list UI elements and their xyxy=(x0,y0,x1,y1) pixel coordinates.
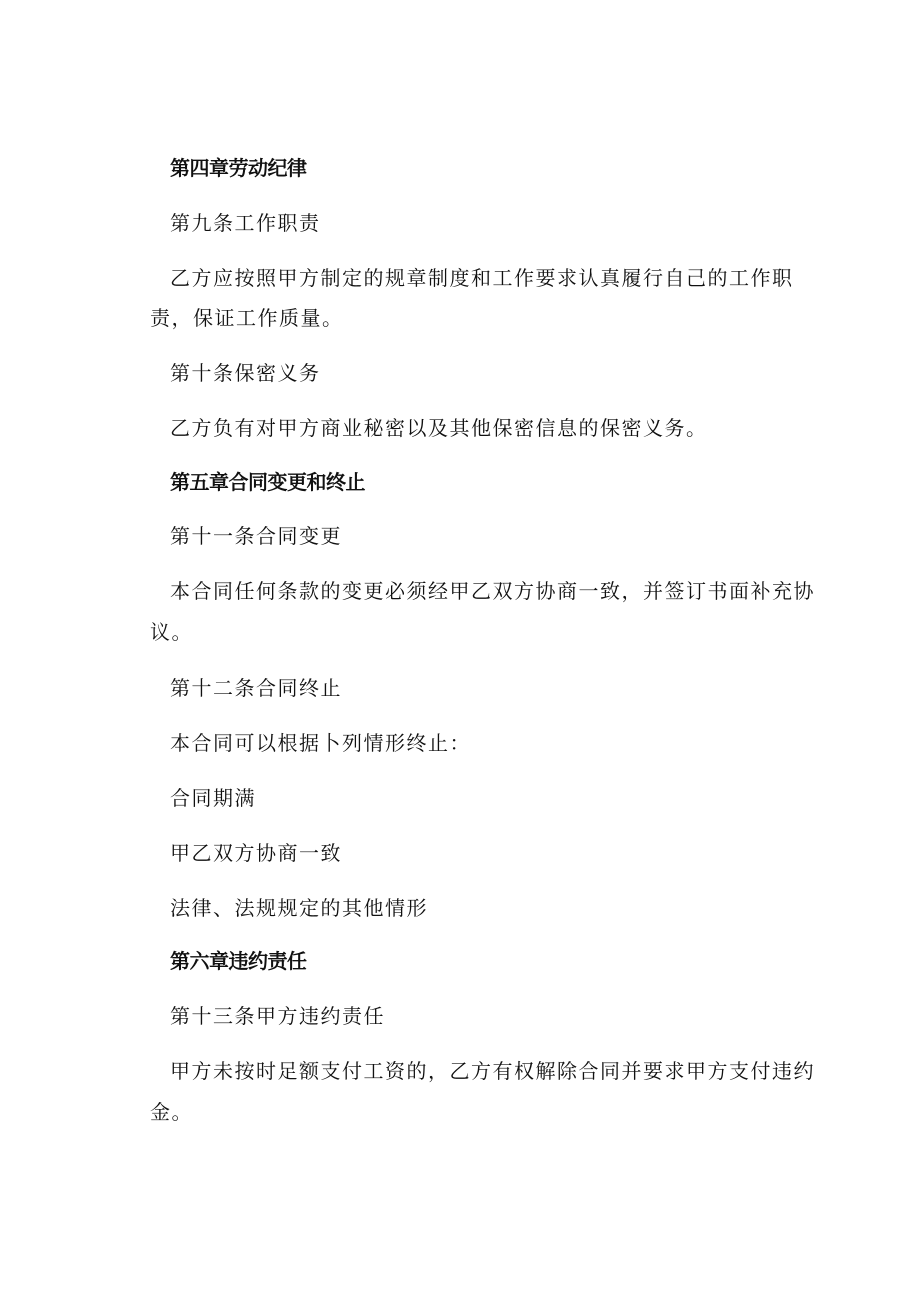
article-13-text-line-1: 甲方未按时足额支付工资的，乙方有权解除合同并要求甲方支付违约 xyxy=(170,1059,815,1083)
article-9-text-line-2: 责，保证工作质量。 xyxy=(150,306,344,330)
chapter-6-heading: 第六章违约责任 xyxy=(170,949,307,973)
article-12-heading: 第十二条合同终止 xyxy=(170,676,342,700)
article-10-text: 乙方负有对甲方商业秘密以及其他保密信息的保密义务。 xyxy=(170,416,708,440)
article-9-heading: 第九条工作职责 xyxy=(170,211,321,235)
list-item: 甲乙双方协商一致 xyxy=(170,841,342,865)
list-item: 合同期满 xyxy=(170,786,256,810)
article-11-heading: 第十一条合同变更 xyxy=(170,524,342,548)
article-12-intro: 本合同可以根据卜列情形终止： xyxy=(170,731,471,755)
article-13-heading: 第十三条甲方违约责任 xyxy=(170,1004,385,1028)
article-11-text-line-2: 议。 xyxy=(150,620,193,644)
list-item: 法律、法规规定的其他情形 xyxy=(170,896,428,920)
chapter-4-heading: 第四章劳动纪律 xyxy=(170,156,307,180)
chapter-5-heading: 第五章合同变更和终止 xyxy=(170,470,365,494)
article-13-text-line-2: 金。 xyxy=(150,1100,193,1124)
article-11-text-line-1: 本合同任何条款的变更必须经甲乙双方协商一致，并签订书面补充协 xyxy=(170,579,815,603)
article-9-text-line-1: 乙方应按照甲方制定的规章制度和工作要求认真履行自己的工作职 xyxy=(170,266,794,290)
article-10-heading: 第十条保密义务 xyxy=(170,361,321,385)
